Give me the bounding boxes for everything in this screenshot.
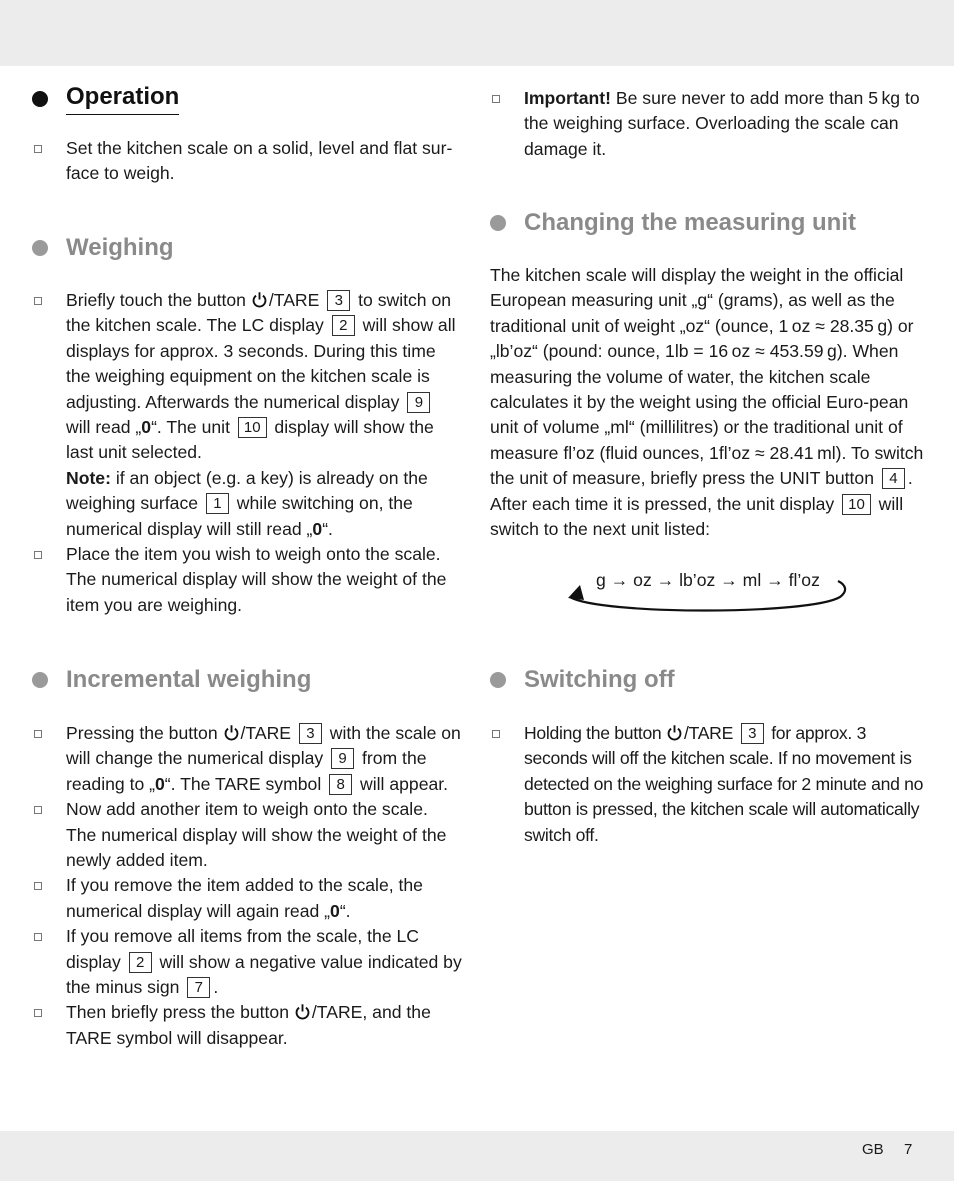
bullet-dot-icon <box>490 215 506 231</box>
list-item: Important! Be sure never to add more than 5 kg to the weighing surface. Overloading the scale can damage it. <box>490 86 926 162</box>
square-bullet-icon <box>34 1009 42 1017</box>
important-list <box>490 86 926 162</box>
list-item: Now add another item to weigh onto the scale. The numerical display will show the weight of the newly added item. <box>32 797 462 873</box>
power-icon <box>294 1003 311 1020</box>
square-bullet-icon <box>34 806 42 814</box>
square-bullet-icon <box>34 145 42 153</box>
ref-number: 9 <box>331 748 354 769</box>
switching-off-list <box>490 721 926 848</box>
list-item: If you remove all items from the scale, the LC display 2 will show a negative value indicated by the minus sign 7 . <box>32 924 462 1000</box>
list-item: Pressing the button /TARE 3 with the scale on will change the numerical display 9 from the reading to „0“. The TARE symbol 8 will appear. <box>32 721 462 797</box>
footer-language: GB <box>862 1141 884 1158</box>
unit-paragraph: The kitchen scale will display the weight in the official European measuring unit „g“ (grams), as well as the traditional unit of weight „oz“ (ounce, 1 oz ≈ 28.35 g) or „lb’oz“ (pound: ounce, 1lb = 16 oz ≈ 453.59 g). When measuring the volume of water, the kitchen scale calculates it by the weight using the official Euro-pean unit of volume „ml“ (millilitres) or the traditional unit of measure fl’oz (fluid ounces, 1fl’oz ≈ 28.41 ml). To switch the unit of measure, briefly press the UNIT button 4 . After each time it is pressed, the unit display 10 will switch to the next unit listed: <box>490 265 924 540</box>
ref-number: 8 <box>329 774 352 795</box>
square-bullet-icon <box>34 882 42 890</box>
ref-number: 3 <box>299 723 322 744</box>
list-item: Set the kitchen scale on a solid, level and flat sur-face to weigh. <box>32 136 462 187</box>
list-item: Then briefly press the button /TARE, and the TARE symbol will disappear. <box>32 1000 462 1051</box>
ref-number: 4 <box>882 468 905 489</box>
square-bullet-icon <box>34 551 42 559</box>
ref-number: 2 <box>332 315 355 336</box>
list-item: Place the item you wish to weigh onto the scale. The numerical display will show the weight of the item you are weighing. <box>32 542 462 618</box>
ref-number: 3 <box>327 290 350 311</box>
bullet-dot-icon <box>490 672 506 688</box>
page-number: 7 <box>904 1141 913 1158</box>
list-item: If you remove the item added to the scale, the numerical display will again read „0“. <box>32 873 462 924</box>
unit-cycle-text: g → oz → lb’oz → ml → fl’oz <box>596 570 820 590</box>
bullet-dot-icon <box>32 672 48 688</box>
top-band <box>0 0 954 66</box>
bullet-dot-icon <box>32 91 48 107</box>
list-item: Briefly touch the button /TARE 3 to switch on the kitchen scale. The LC display 2 will show all displays for approx. 3 seconds. During this time the weighing equipment on the kitchen scale is adjusting. Afterwards the numerical display 9 will read „0“. The unit 10 display will show the last unit selected. Note: if an object (e.g. a key) is already on the weighing surface 1 while switching on, the numerical display will still read „0“. <box>32 288 462 542</box>
heading-switching-off: Switching off <box>490 665 675 695</box>
weighing-list <box>32 288 462 618</box>
ref-number: 10 <box>238 417 267 438</box>
bottom-band <box>0 1131 954 1181</box>
incremental-list <box>32 721 462 1051</box>
power-icon <box>223 724 240 741</box>
square-bullet-icon <box>34 730 42 738</box>
ref-number: 2 <box>129 952 152 973</box>
heading-incremental-weighing: Incremental weighing <box>32 665 311 695</box>
ref-number: 1 <box>206 493 229 514</box>
bullet-dot-icon <box>32 240 48 256</box>
square-bullet-icon <box>34 933 42 941</box>
square-bullet-icon <box>492 95 500 103</box>
list-item: Holding the button /TARE 3 for approx. 3 seconds will off the kitchen scale. If no movement is detected on the weighing surface for 2 minute and no button is pressed, the kitchen scale will automatically switch off. <box>490 721 926 848</box>
operation-list <box>32 136 462 187</box>
ref-number: 3 <box>741 723 764 744</box>
heading-weighing: Weighing <box>32 233 174 263</box>
square-bullet-icon <box>34 297 42 305</box>
important-label: Important! <box>524 88 611 108</box>
power-icon <box>251 291 268 308</box>
ref-number: 7 <box>187 977 210 998</box>
ref-number: 10 <box>842 494 871 515</box>
square-bullet-icon <box>492 730 500 738</box>
heading-changing-unit: Changing the measuring unit <box>490 208 856 238</box>
ref-number: 9 <box>407 392 430 413</box>
heading-operation: Operation <box>32 82 179 115</box>
power-icon <box>666 724 683 741</box>
note-label: Note: <box>66 467 111 488</box>
